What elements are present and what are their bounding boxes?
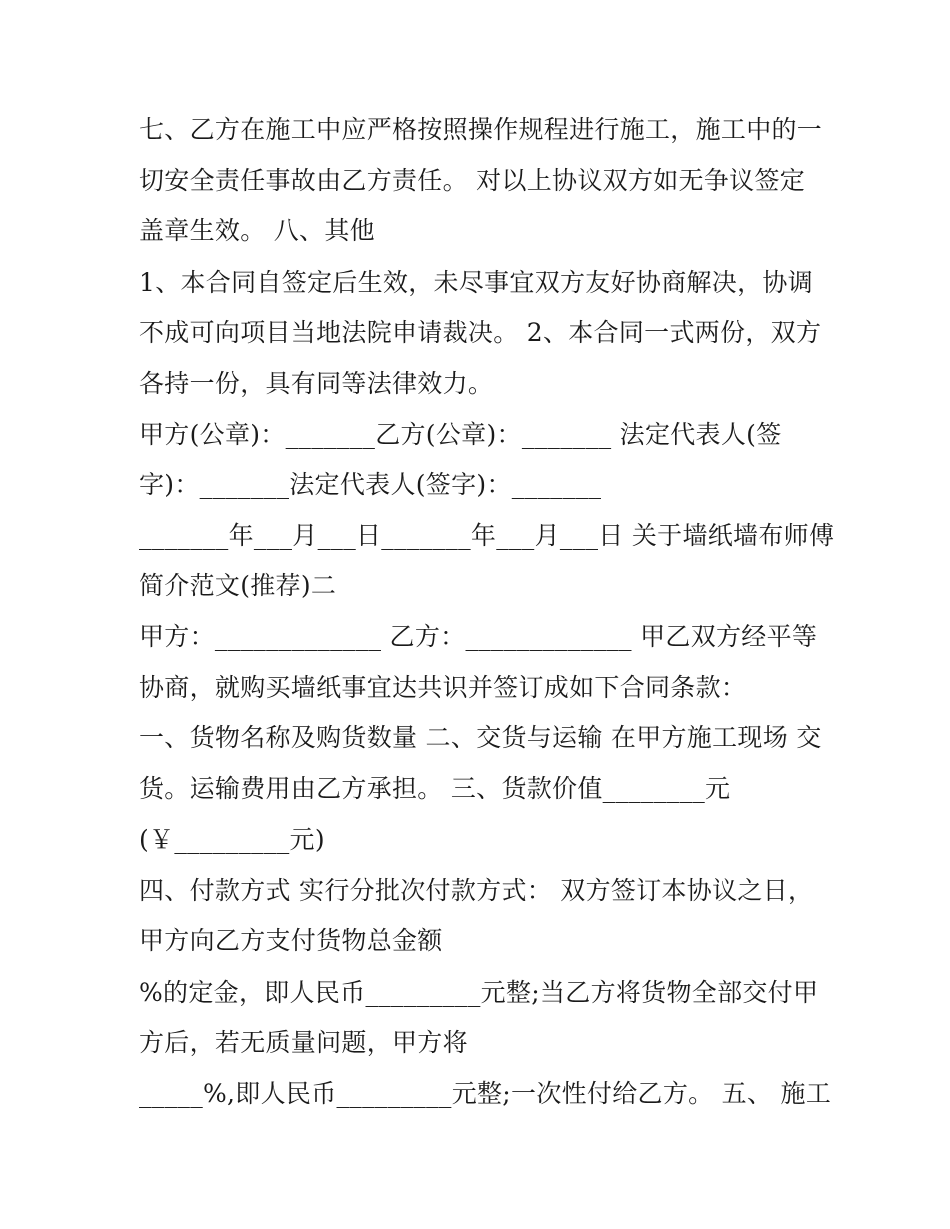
text-line: 甲方：_____________ 乙方：_____________ 甲乙双方经平等 <box>139 622 818 651</box>
text-line: 七、乙方在施工中应严格按照操作规程进行施工，施工中的一 <box>139 115 823 144</box>
text-line: 盖章生效。 八、其他 <box>139 216 375 245</box>
text-line: 货。运输费用由乙方承担。 三、货款价值________元 <box>139 774 731 803</box>
text-line: 不成可向项目当地法院申请裁决。 2、本合同一式两份，双方 <box>139 318 822 347</box>
text-line: 简介范文(推荐)二 <box>139 571 337 600</box>
text-line: _____%,即人民币_________元整;一次性付给乙方。 五、 施工 <box>139 1079 832 1108</box>
text-line: 甲方向乙方支付货物总金额 <box>139 926 443 955</box>
text-line: 1、本合同自签定后生效，未尽事宜双方友好协商解决，协调 <box>139 268 814 297</box>
text-line: 切安全责任事故由乙方责任。 对以上协议双方如无争议签定 <box>139 166 806 195</box>
text-line: (￥_________元) <box>139 825 325 854</box>
text-line: 各持一份，具有同等法律效力。 <box>139 369 494 398</box>
text-line: 四、付款方式 实行分批次付款方式： 双方签订本协议之日， <box>139 876 814 905</box>
text-line: %的定金，即人民币_________元整;当乙方将货物全部交付甲 <box>139 978 819 1007</box>
text-line: 甲方(公章)：_______乙方(公章)：_______ 法定代表人(签 <box>139 420 782 449</box>
text-line: _______年___月___日_______年___月___日 关于墙纸墙布师傅 <box>139 521 835 550</box>
text-line: 一、货物名称及购货数量 二、交货与运输 在甲方施工现场 交 <box>139 723 822 752</box>
text-line: 字)：_______法定代表人(签字)：_______ <box>139 470 602 499</box>
text-line: 协商，就购买墙纸事宜达共识并签订成如下合同条款： <box>139 673 747 702</box>
text-line: 方后，若无质量问题，甲方将 <box>139 1028 468 1057</box>
